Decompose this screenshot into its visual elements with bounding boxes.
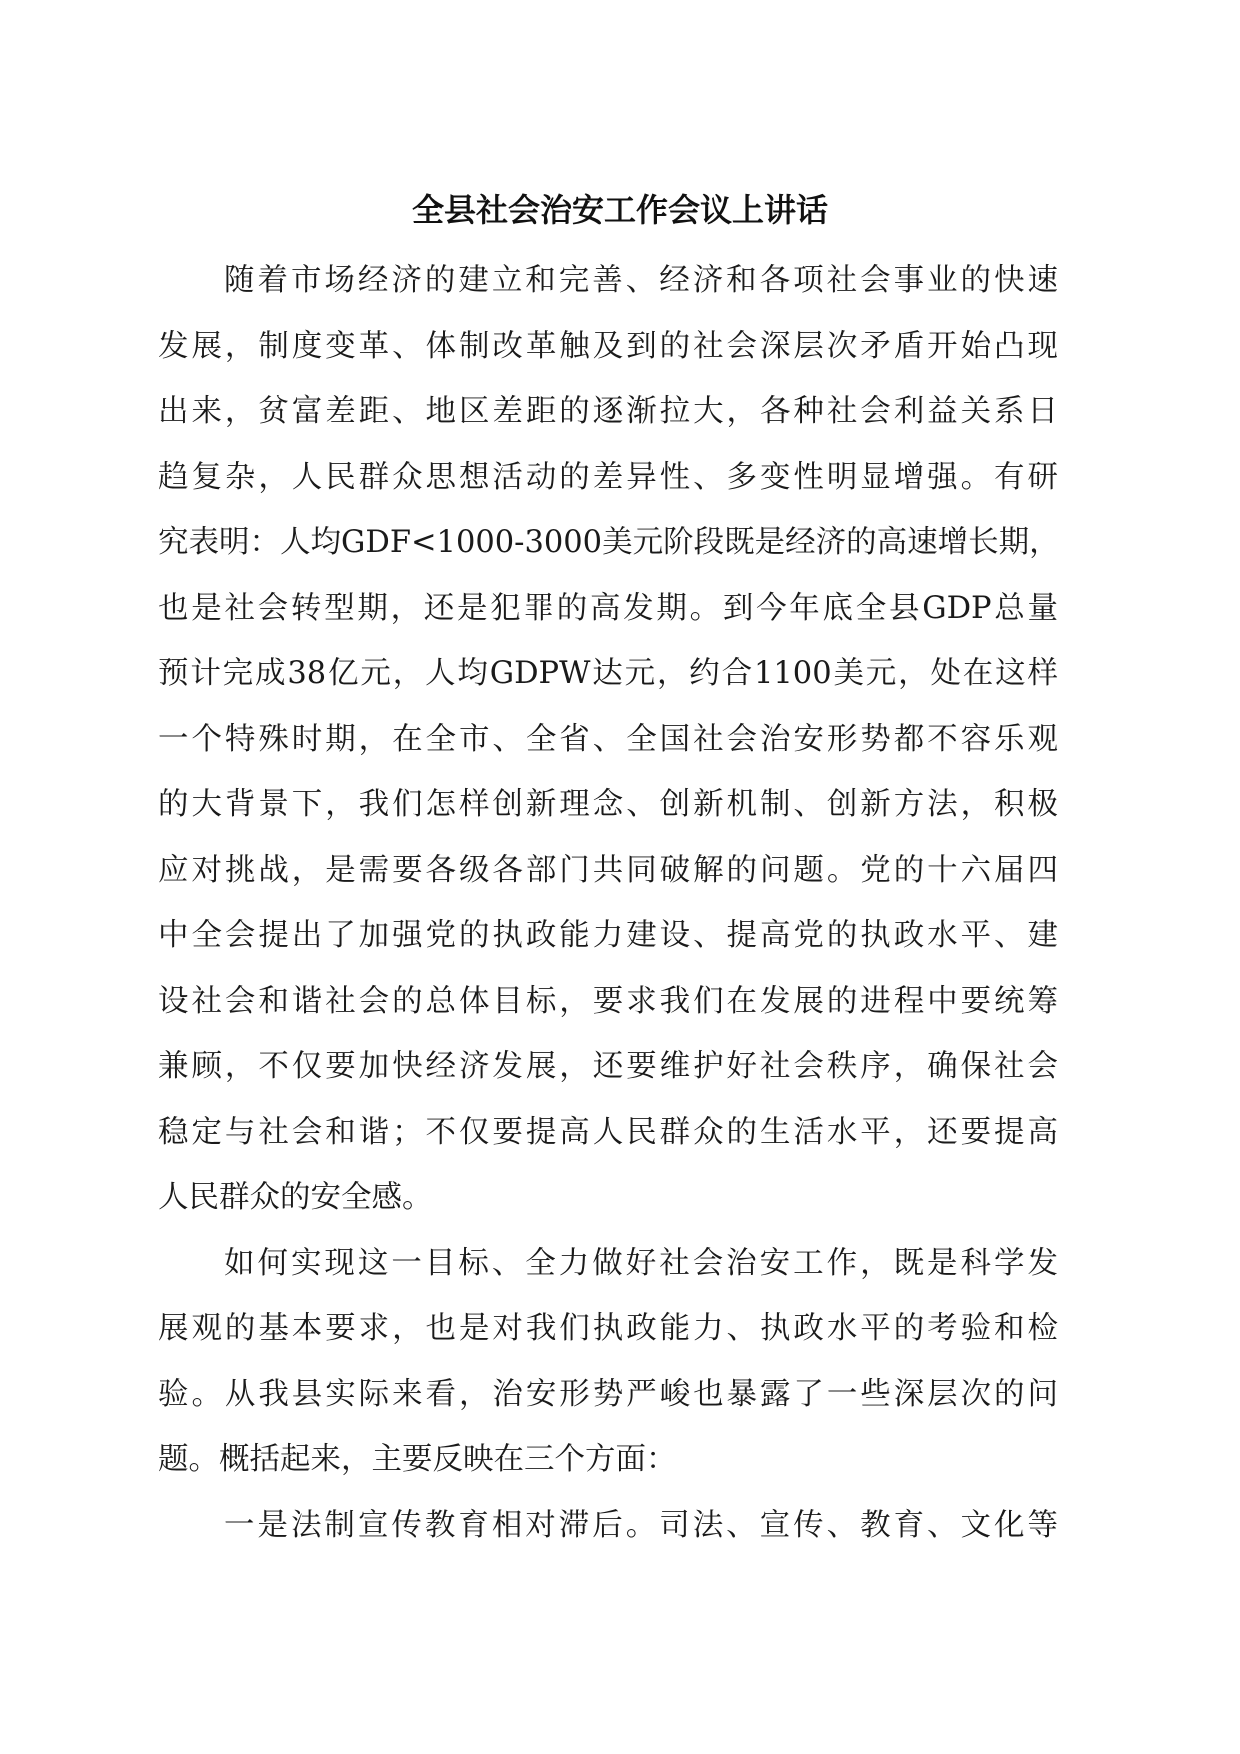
body-line: 题。概括起来，主要反映在三个方面：: [158, 1442, 677, 1477]
body-line: 发展，制度变革、体制改革触及到的社会深层次矛盾开始凸现: [158, 328, 1058, 364]
body-line: 如何实现这一目标、全力做好社会治安工作，既是科学发: [224, 1245, 1058, 1281]
body-line: 趋复杂，人民群众思想活动的差异性、多变性明显增强。有研: [158, 459, 1058, 495]
body-line: 出来，贫富差距、地区差距的逐渐拉大，各种社会利益关系日: [158, 394, 1058, 429]
document-title: 全县社会治安工作会议上讲话: [411, 191, 828, 229]
body-line: 应对挑战，是需要各级各部门共同破解的问题。党的十六届四: [158, 852, 1058, 888]
body-line: 也是社会转型期，还是犯罪的高发期。到今年底全县GDP总量: [158, 590, 1058, 626]
body-line: 的大背景下，我们怎样创新理念、创新机制、创新方法，积极: [158, 787, 1058, 822]
body-line: 一个特殊时期，在全市、全省、全国社会治安形势都不容乐观: [158, 721, 1058, 757]
body-line: 预计完成38亿元，人均GDPW达元，约合1100美元，处在这样: [158, 656, 1058, 691]
body-line: 一是法制宣传教育相对滞后。司法、宣传、教育、文化等: [224, 1507, 1058, 1543]
body-line: 展观的基本要求，也是对我们执政能力、执政水平的考验和检: [158, 1311, 1058, 1346]
body-line: 究表明：人均GDF<1000-3000美元阶段既是经济的高速增长期，: [158, 525, 1060, 560]
body-line: 人民群众的安全感。: [158, 1180, 433, 1215]
body-line: 验。从我县实际来看，治安形势严峻也暴露了一些深层次的问: [158, 1376, 1058, 1412]
body-line: 随着市场经济的建立和完善、经济和各项社会事业的快速: [224, 263, 1058, 298]
body-line: 设社会和谐社会的总体目标，要求我们在发展的进程中要统筹: [158, 983, 1058, 1019]
document-body: [158, 248, 1058, 1558]
body-line: 稳定与社会和谐；不仅要提高人民群众的生活水平，还要提高: [158, 1114, 1058, 1150]
body-line: 兼顾，不仅要加快经济发展，还要维护好社会秩序，确保社会: [158, 1049, 1058, 1084]
body-line: 中全会提出了加强党的执政能力建设、提高党的执政水平、建: [158, 918, 1058, 953]
